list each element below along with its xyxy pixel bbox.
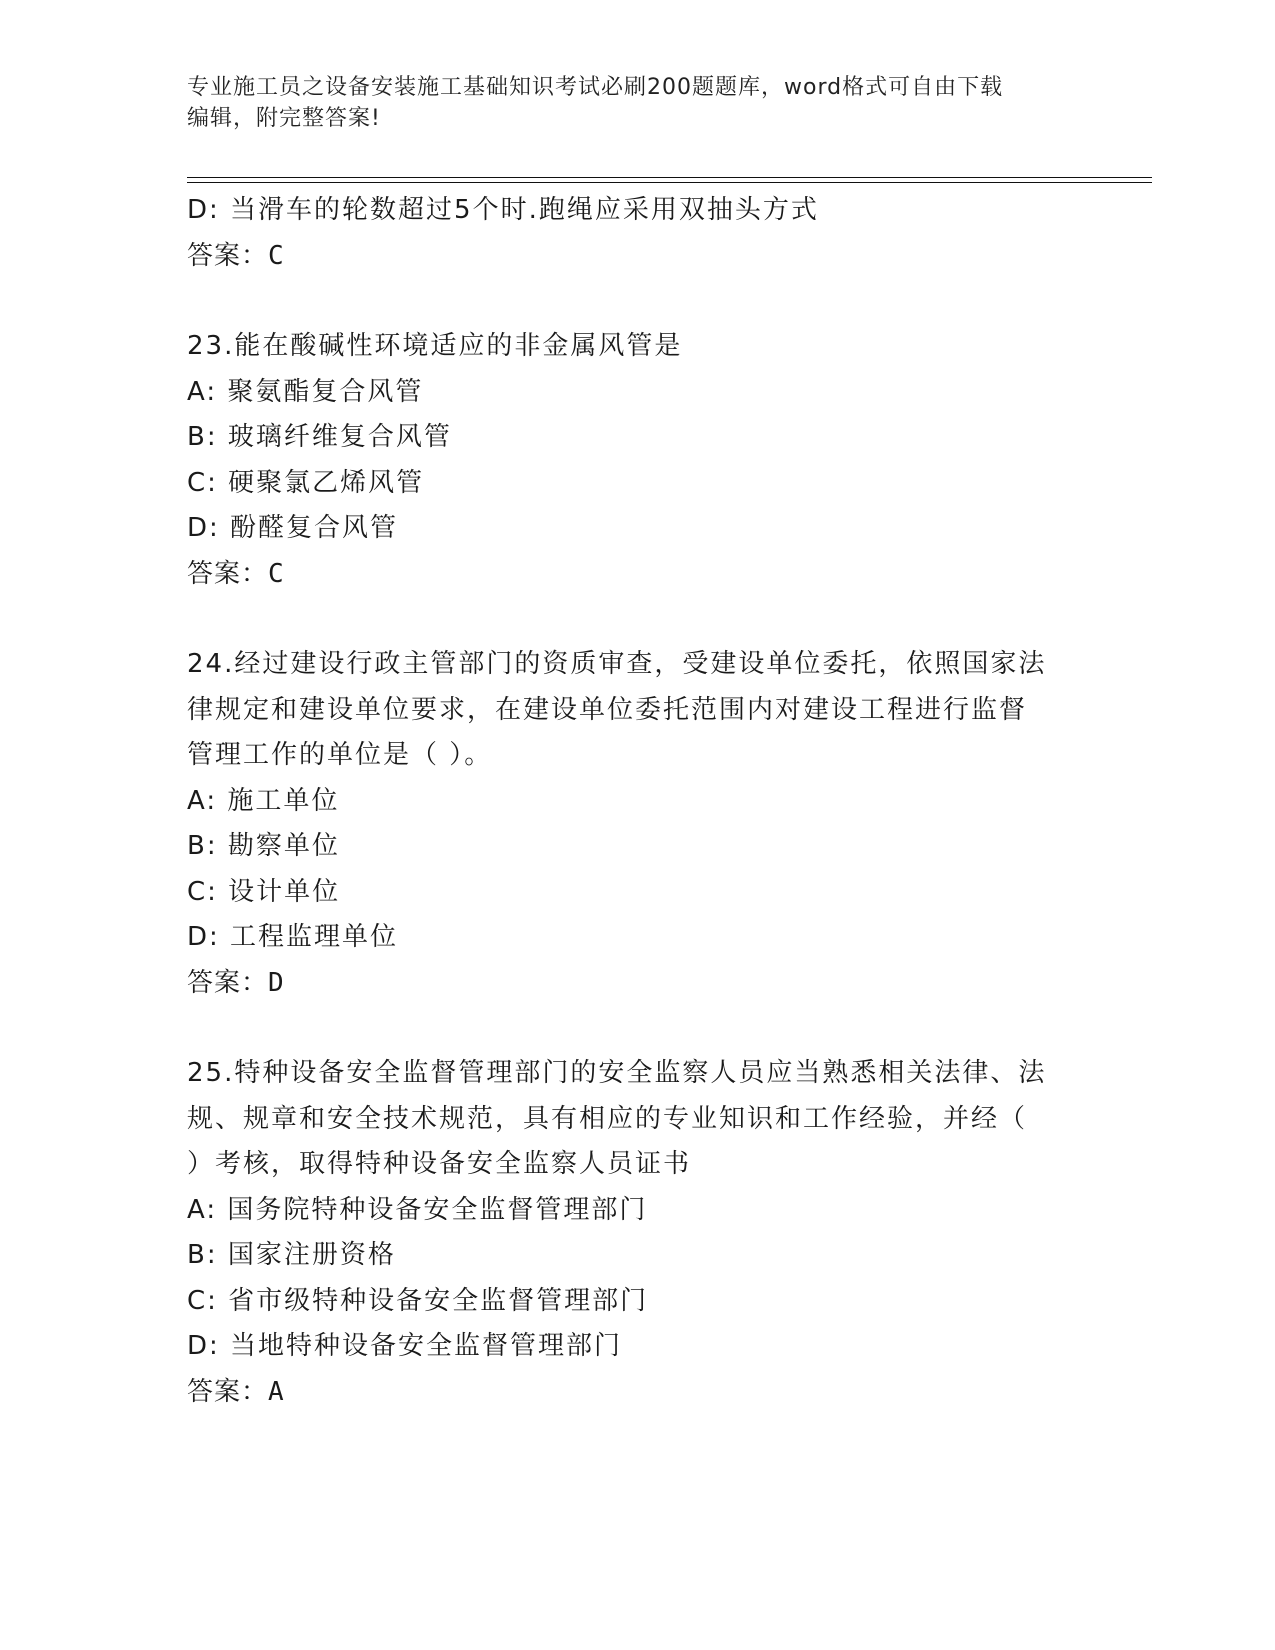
answer-value: C — [268, 558, 284, 589]
option-d: D: 工程监理单位 — [187, 922, 399, 952]
question-stem-line-3: ）考核，取得特种设备安全监察人员证书 — [187, 1149, 692, 1179]
spacer — [187, 1006, 1097, 1051]
answer-line — [187, 552, 1097, 598]
answer-value: A — [268, 1376, 284, 1407]
option-b: B: 玻璃纤维复合风管 — [187, 422, 452, 452]
option-d: D: 当地特种设备安全监督管理部门 — [187, 1331, 623, 1361]
question-fragment — [187, 188, 1097, 279]
answer-line — [187, 1370, 1097, 1416]
question-stem-line-2: 规、规章和安全技术规范，具有相应的专业知识和工作经验，并经（ — [187, 1103, 1028, 1134]
document-header — [187, 72, 1067, 134]
question-stem-line-1: 24.经过建设行政主管部门的资质审查，受建设单位委托，依照国家法 — [187, 649, 1047, 679]
option-b: B: 国家注册资格 — [187, 1240, 396, 1270]
question-stem: 23.能在酸碱性环境适应的非金属风管是 — [187, 331, 683, 361]
spacer — [187, 597, 1097, 642]
question-stem-line-3: 管理工作的单位是（ ）。 — [187, 740, 493, 770]
question-24 — [187, 642, 1097, 1006]
answer-value: C — [268, 240, 284, 271]
header-divider-top — [187, 177, 1152, 178]
answer-label: 答案： — [187, 240, 269, 271]
option-a: A: 国务院特种设备安全监督管理部门 — [187, 1194, 648, 1225]
question-23 — [187, 324, 1097, 597]
answer-line — [187, 234, 1097, 280]
answer-label: 答案： — [187, 1376, 269, 1407]
question-25 — [187, 1051, 1097, 1415]
option-c: C: 省市级特种设备安全监督管理部门 — [187, 1285, 649, 1316]
answer-label: 答案： — [187, 967, 269, 998]
question-stem-line-1: 25.特种设备安全监督管理部门的安全监察人员应当熟悉相关法律、法 — [187, 1058, 1047, 1088]
answer-label: 答案： — [187, 558, 269, 589]
header-line-1: 专业施工员之设备安装施工基础知识考试必刷200题题库，word格式可自由下载 — [187, 75, 1004, 100]
option-d: D: 当滑车的轮数超过5个时.跑绳应采用双抽头方式 — [187, 195, 819, 225]
spacer — [187, 279, 1097, 324]
option-a: A: 施工单位 — [187, 785, 340, 816]
option-c: C: 硬聚氯乙烯风管 — [187, 467, 425, 498]
option-d: D: 酚醛复合风管 — [187, 513, 399, 543]
header-divider-bottom — [187, 182, 1152, 183]
option-b: B: 勘察单位 — [187, 831, 340, 861]
answer-line — [187, 961, 1097, 1007]
option-c: C: 设计单位 — [187, 876, 341, 907]
option-a: A: 聚氨酯复合风管 — [187, 376, 424, 407]
question-list — [187, 188, 1097, 1415]
question-stem-line-2: 律规定和建设单位要求，在建设单位委托范围内对建设工程进行监督 — [187, 694, 1028, 725]
answer-value: D — [268, 967, 284, 998]
header-line-2: 编辑，附完整答案! — [187, 106, 381, 131]
